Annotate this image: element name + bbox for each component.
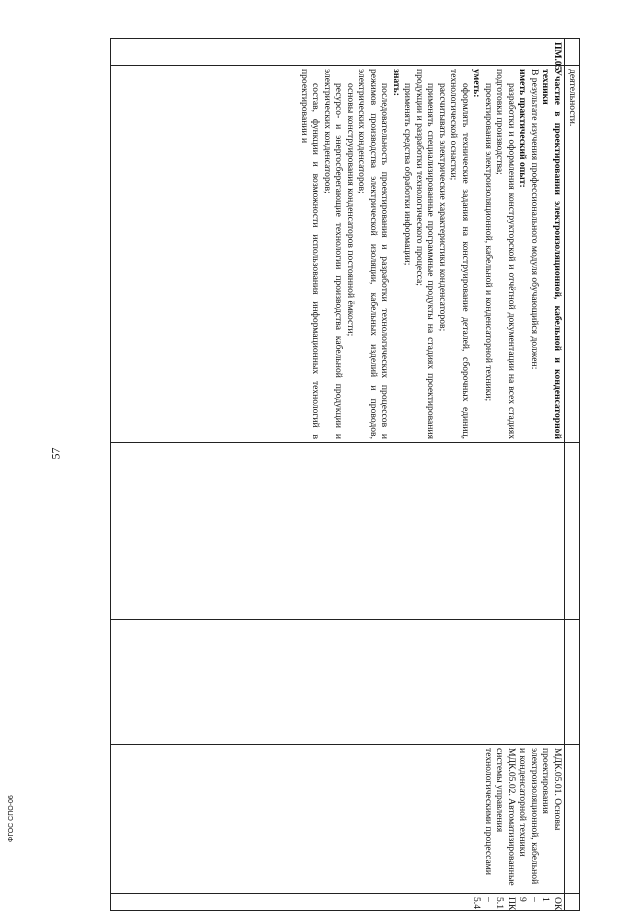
module-line: применять средства обработки информации; bbox=[402, 83, 414, 266]
competency-pk: ПК 5.1 – 5.4 bbox=[471, 897, 517, 911]
module-line: знать: bbox=[391, 69, 402, 96]
module-line: иметь практический опыт: bbox=[517, 69, 529, 188]
empty-hours-cell bbox=[111, 443, 565, 620]
mdk-cell bbox=[111, 745, 565, 894]
mdk-item-1: МДК.05.01. Основы проектирования электроизоляционной, кабельной и конденсаторной техники bbox=[517, 748, 563, 885]
module-line: применять специализированные программные продукты на стадиях проектирования продукции и разработки технологического процесса; bbox=[414, 69, 437, 439]
module-line: последовательность проектирования и разработки технологических процессов и режимов производства электрической изоляции, кабельных изделий и проводов, электрических конденсаторов; bbox=[356, 69, 391, 439]
module-line: оформлять технические задания на конструирование деталей, сборочных единиц, технологической оснастки; bbox=[448, 69, 471, 439]
continued-text: деятельности. bbox=[565, 66, 580, 443]
module-lines bbox=[299, 69, 541, 439]
module-title: Участие в проектировании электроизоляционной, кабельной и конденсаторной техники bbox=[540, 69, 563, 439]
curriculum-table bbox=[110, 38, 580, 911]
page-number: 57 bbox=[48, 447, 63, 460]
competency-ok: ОК 1 – 9 bbox=[517, 897, 563, 911]
module-line: уметь: bbox=[471, 69, 483, 98]
footer-code: ФГОС СПО-06 bbox=[8, 795, 15, 842]
module-line: основы конструирования конденсаторов постоянной ёмкости; bbox=[345, 83, 356, 337]
module-line: ресурсо- и энергосберегающие технологии производства кабельной продукции и электрических конденсаторов; bbox=[322, 69, 345, 439]
module-row bbox=[111, 39, 565, 911]
mdk-item-2: МДК.05.02. Автоматизированные системы управления технологическими процессами bbox=[483, 748, 517, 886]
curriculum-table-rotated bbox=[110, 38, 580, 911]
module-code: ПМ.05 bbox=[111, 39, 565, 66]
continued-row bbox=[565, 39, 580, 911]
competencies-cell bbox=[111, 894, 565, 911]
module-content bbox=[111, 66, 565, 443]
module-line: рассчитывать электрические характеристики конденсаторов; bbox=[437, 83, 448, 332]
module-line: разработки и оформления конструкторской и отчётной документации на всех стадиях подготовки производства; bbox=[494, 69, 517, 439]
module-line: проектирования электроизоляционной, кабельной и конденсаторной техники; bbox=[483, 83, 494, 402]
empty-hours-cell-2 bbox=[111, 620, 565, 745]
module-line: состав, функции и возможности использования информационных технологий в проектировании и bbox=[299, 69, 322, 439]
module-line: В результате изучения профессионального модуля обучающийся должен: bbox=[529, 69, 540, 370]
